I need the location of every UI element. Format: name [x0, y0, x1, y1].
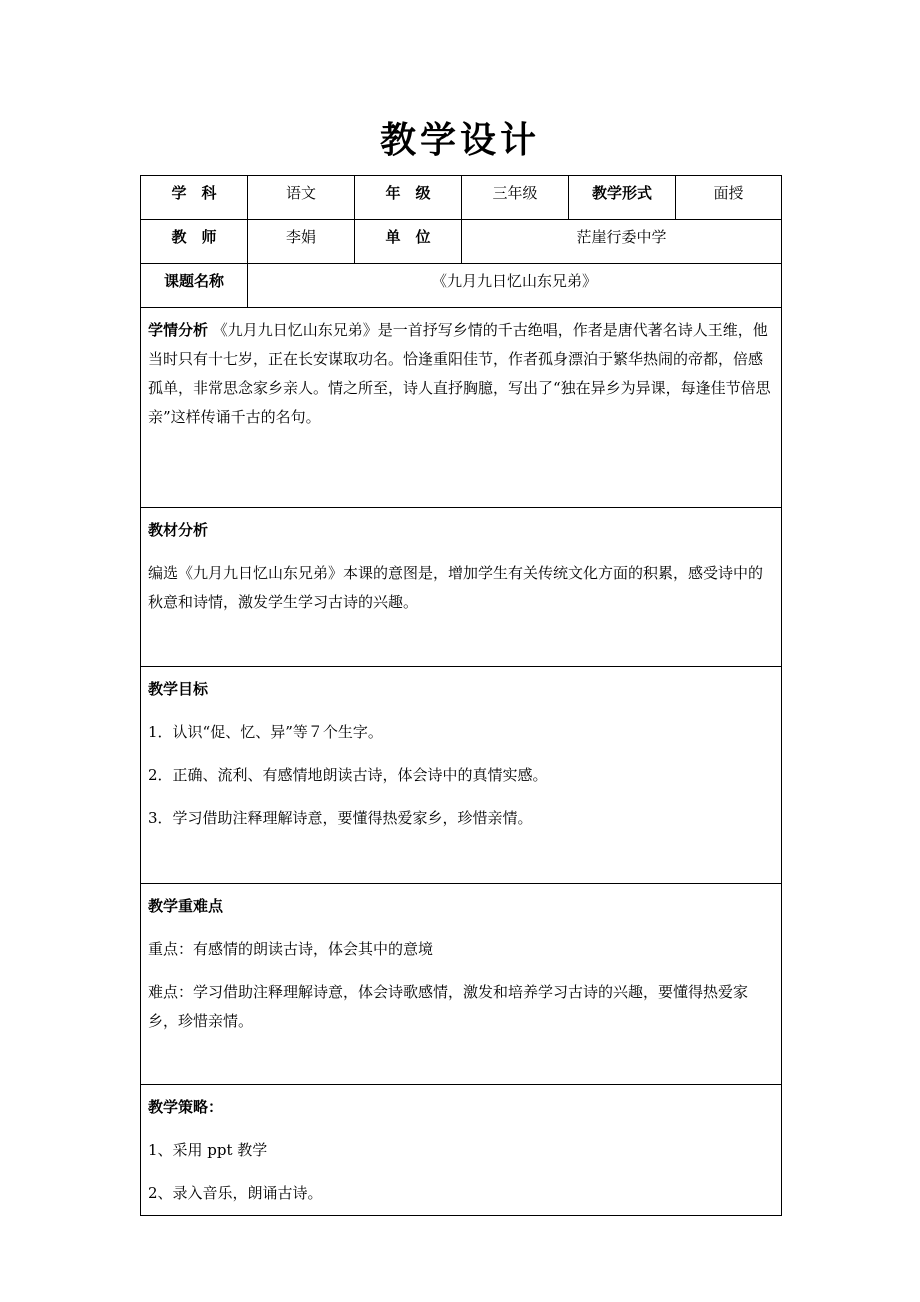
unit-label: 单 位: [385, 228, 431, 246]
header-row-subject: [141, 176, 782, 220]
key-points-heading: 教学重难点: [148, 897, 224, 915]
unit-value-cell: [462, 220, 782, 264]
objective-item: 3．学习借助注释理解诗意，要懂得热爱家乡，珍惜亲情。: [148, 809, 533, 827]
header-row-teacher: [141, 220, 782, 264]
strategy-item: 2、录入音乐，朗诵古诗。: [148, 1184, 323, 1202]
header-row-topic: [141, 264, 782, 308]
grade-value: 三年级: [492, 184, 538, 202]
learner-analysis-text: 《九月九日忆山东兄弟》是一首抒写乡情的千古绝唱，作者是唐代著名诗人王维，他当时只有十七岁，正在长安谋取功名。恰逢重阳佳节，作者孤身漂泊于繁华热闹的帝都，倍感孤单，非常思念家乡亲人。情之所至，诗人直抒胸臆，写出了“独在异乡为异课，每逢佳节倍思亲”这样传诵千古的名句。: [148, 321, 771, 426]
difficult-point-text: 难点：学习借助注释理解诗意，体会诗歌感情，激发和培养学习古诗的兴趣，要懂得热爱家乡，珍惜亲情。: [148, 983, 749, 1030]
form-label: 教学形式: [591, 184, 652, 202]
strategies-section: [141, 1085, 782, 1216]
form-label-cell: [569, 176, 676, 220]
form-value-cell: [676, 176, 782, 220]
strategy-item: 1、采用 ppt 教学: [148, 1141, 268, 1159]
learner-analysis-row: [141, 308, 782, 508]
grade-value-cell: [462, 176, 569, 220]
grade-label-cell: [355, 176, 462, 220]
grade-label: 年 级: [385, 184, 431, 202]
key-point-text: 重点：有感情的朗读古诗，体会其中的意境: [148, 940, 434, 958]
learner-analysis-section: [141, 308, 782, 508]
teacher-label-cell: [141, 220, 248, 264]
material-analysis-row: [141, 508, 782, 667]
unit-label-cell: [355, 220, 462, 264]
objective-item: 2．正确、流利、有感情地朗读古诗，体会诗中的真情实感。: [148, 766, 548, 784]
topic-label-cell: [141, 264, 248, 308]
subject-label-cell: [141, 176, 248, 220]
objective-item: 1．认识“促、忆、异”等７个生字。: [148, 723, 383, 741]
objectives-heading: 教学目标: [148, 680, 209, 698]
strategies-heading: 教学策略：: [148, 1098, 224, 1116]
learner-analysis-heading: 学情分析: [148, 321, 209, 339]
objectives-row: [141, 667, 782, 884]
material-analysis-text: 编选《九月九日忆山东兄弟》本课的意图是，增加学生有关传统文化方面的积累，感受诗中的秋意和诗情，激发学生学习古诗的兴趣。: [148, 564, 764, 611]
subject-value: 语文: [285, 184, 316, 202]
material-analysis-heading: 教材分析: [148, 521, 209, 539]
key-points-section: [141, 884, 782, 1085]
teacher-value: 李娟: [285, 228, 316, 246]
topic-label: 课题名称: [163, 272, 224, 290]
objectives-section: [141, 667, 782, 884]
strategies-row: [141, 1085, 782, 1216]
unit-value: 茫崖行委中学: [576, 228, 667, 246]
subject-label: 学 科: [171, 184, 217, 202]
lesson-plan-table: [140, 175, 782, 1216]
subject-value-cell: [248, 176, 355, 220]
topic-value: 《九月九日忆山东兄弟》: [431, 272, 597, 290]
form-value: 面授: [713, 184, 744, 202]
material-analysis-section: [141, 508, 782, 667]
teacher-label: 教 师: [171, 228, 217, 246]
key-points-row: [141, 884, 782, 1085]
topic-value-cell: [248, 264, 782, 308]
document-title: 教学设计: [379, 120, 540, 161]
teacher-value-cell: [248, 220, 355, 264]
